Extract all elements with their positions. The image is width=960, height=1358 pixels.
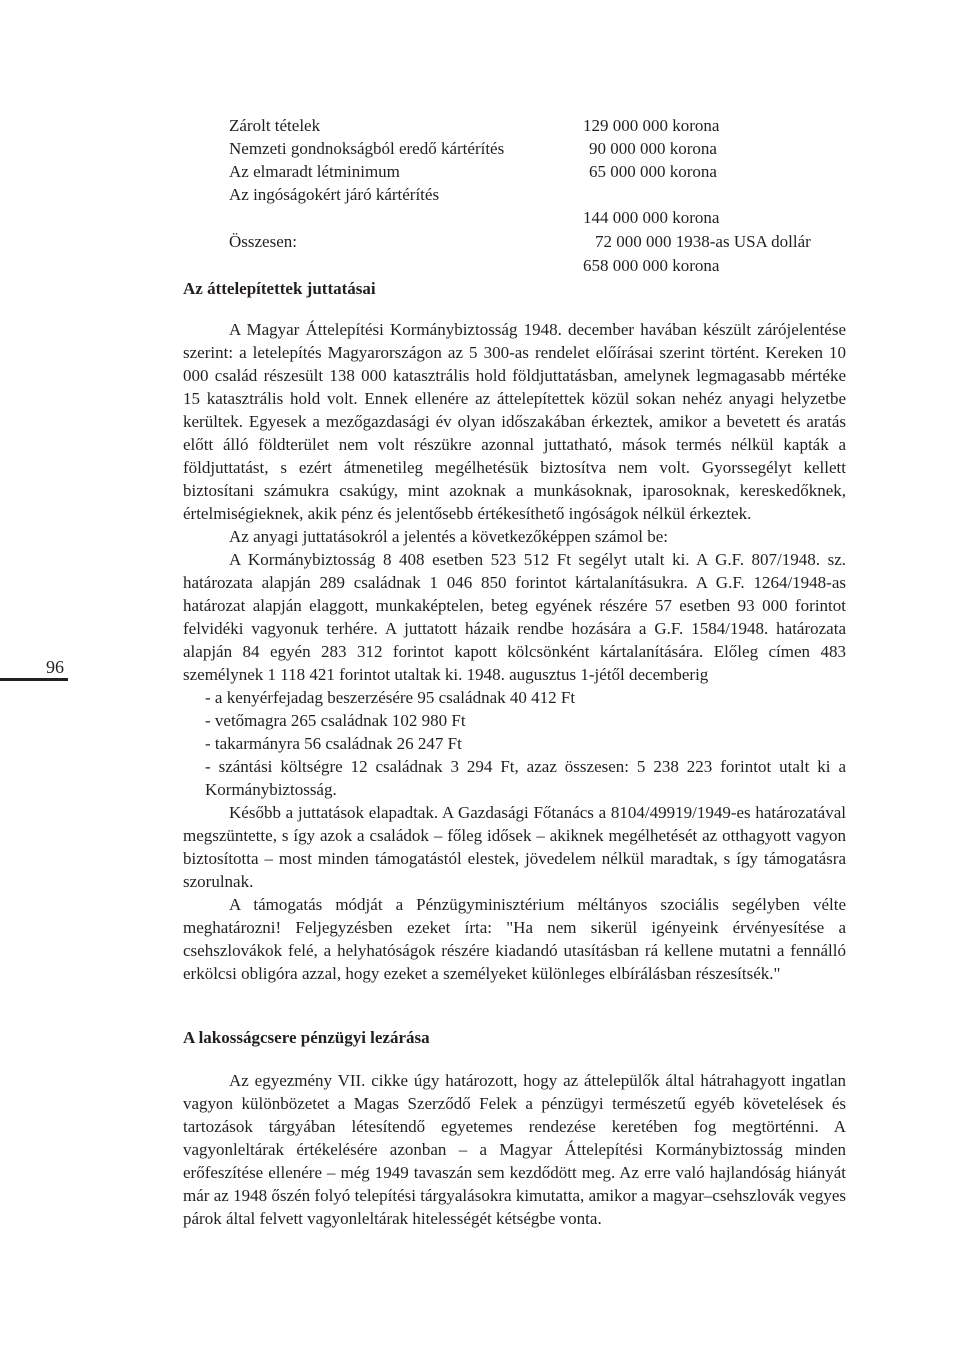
page-number: 96 bbox=[46, 657, 64, 677]
table-row-value: 129 000 000 korona bbox=[583, 116, 720, 135]
paragraph: A Magyar Áttelepítési Kormánybiztosság 1948. december havában készült zárójelentése szerint: a letelepítés Magyarországon az 5 300-as rendelet előírásai szerint történt. Kereken 10 000 család részesült 138 000 katasztrális hold földjuttatásban, amelynek legmagasabb mértéke 15 katasztrális hold volt. Ennek ellenére az áttelepítettek közül sokan nehéz anyagi helyzetbe kerültek. Egyesek a mezőgazdasági év olyan időszakában érkeztek, amikor a bevetett és aratás előtt álló földterület nem volt részükre azonnal juttatható, mások termés nélkül kapták a földjuttatást, s ezért átmenetileg megélhetésük biztosítva nem volt. Gyorssegélyt kellett biztosítani számukra csakúgy, mint azoknak a munkásoknak, iparosoknak, kereskedőknek, értelmiségieknek, akik pénz és jelentősebb értékesíthető ingóságok nélkül érkeztek. bbox=[183, 320, 846, 523]
table-row-value: 65 000 000 korona bbox=[589, 162, 717, 181]
table-row-value: 658 000 000 korona bbox=[583, 256, 720, 275]
section-body-benefits bbox=[183, 318, 846, 985]
paragraph: A Kormánybiztosság 8 408 esetben 523 512 Ft segélyt utalt ki. A G.F. 807/1948. sz. határozata alapján 289 családnak 1 046 850 forintot kártalanításukra. A G.F. 1264/1948-as határozat alapján elaggott, munkaképtelen, beteg egyének részére 57 esetben 93 000 forintot felvidéki vagyonuk terhére. A juttatott házaik rendbe hozására a G.F. 1584/1948. határozata alapján 84 egyén 283 312 forintot kapott kölcsönként kártalanítására. Előleg címen 483 személynek 1 118 421 forintot utaltak ki. 1948. augusztus 1-jétől decemberig bbox=[183, 550, 846, 684]
table-row-label: Az elmaradt létminimum bbox=[229, 162, 400, 181]
section-body-financial-closure bbox=[183, 1069, 846, 1230]
table-row-label: Az ingóságokért járó kártérítés bbox=[229, 185, 440, 204]
paragraph: Később a juttatások elapadtak. A Gazdasági Főtanács a 8104/49919/1949-es határozatával megszüntette, s így azok a családok – főleg idősek – akiknek megélhetését az otthagyott vagyon biztosította – most minden támogatástól elestek, jövedelem nélkül maradtak, s így támogatásra szorulnak. bbox=[183, 803, 846, 891]
list-item: - szántási költségre 12 családnak 3 294 Ft, azaz összesen: 5 238 223 forintot utalt ki a Kormánybiztosság. bbox=[205, 757, 846, 799]
paragraph: Az anyagi juttatásokról a jelentés a következőképpen számol be: bbox=[229, 527, 669, 546]
table-row-label: Nemzeti gondnokságból eredő kártérítés bbox=[229, 139, 505, 158]
list-item: - vetőmagra 265 családnak 102 980 Ft bbox=[205, 711, 466, 730]
table-row-label: Zárolt tételek bbox=[229, 116, 321, 135]
paragraph: A támogatás módját a Pénzügyminisztérium méltányos szociális segélyben vélte meghatározni! Feljegyzésben ezeket írta: "Ha nem sikerül igényeink érvényesítése a csehszlovákok felé, a helyhatóságok részére kiadandó utasításban rá kellene mutatni a fennálló erkölcsi obligóra azzal, hogy ezeket a személyeket különleges elbírálásban részesítsék." bbox=[183, 895, 846, 983]
table-row-value: 72 000 000 1938-as USA dollár bbox=[595, 232, 811, 251]
list-item: - takarmányra 56 családnak 26 247 Ft bbox=[205, 734, 462, 753]
table-row-label: Összesen: bbox=[229, 232, 297, 251]
section-heading-financial-closure: A lakosságcsere pénzügyi lezárása bbox=[183, 1028, 430, 1047]
list-item: - a kenyérfejadag beszerzésére 95 családnak 40 412 Ft bbox=[205, 688, 576, 707]
table-row-value: 90 000 000 korona bbox=[589, 139, 717, 158]
paragraph: Az egyezmény VII. cikke úgy határozott, hogy az áttelepülők által hátrahagyott ingatlan vagyon különbözetet a Magas Szerződő Felek a pénzügyi természetű egyéb követelések és tartozások tárgyában létesítendő egyetemes rendezése keretében fog megtörténni. A vagyonleltárak értékelésére azonban – a Magyar Áttelepítési Kormánybiztosság minden erőfeszítése ellenére – még 1949 tavaszán sem kezdődött meg. Az erre való hajlandóság hiányát már az 1948 őszén folyó telepítési tárgyalásokra kimutatta, amikor a magyar–csehszlovák vegyes párok által felvett vagyonleltárak hitelességét kétségbe vonta. bbox=[183, 1071, 846, 1228]
section-heading-benefits: Az áttelepítettek juttatásai bbox=[183, 279, 376, 298]
table-row-value: 144 000 000 korona bbox=[583, 208, 720, 227]
page-number-rule bbox=[0, 678, 68, 681]
